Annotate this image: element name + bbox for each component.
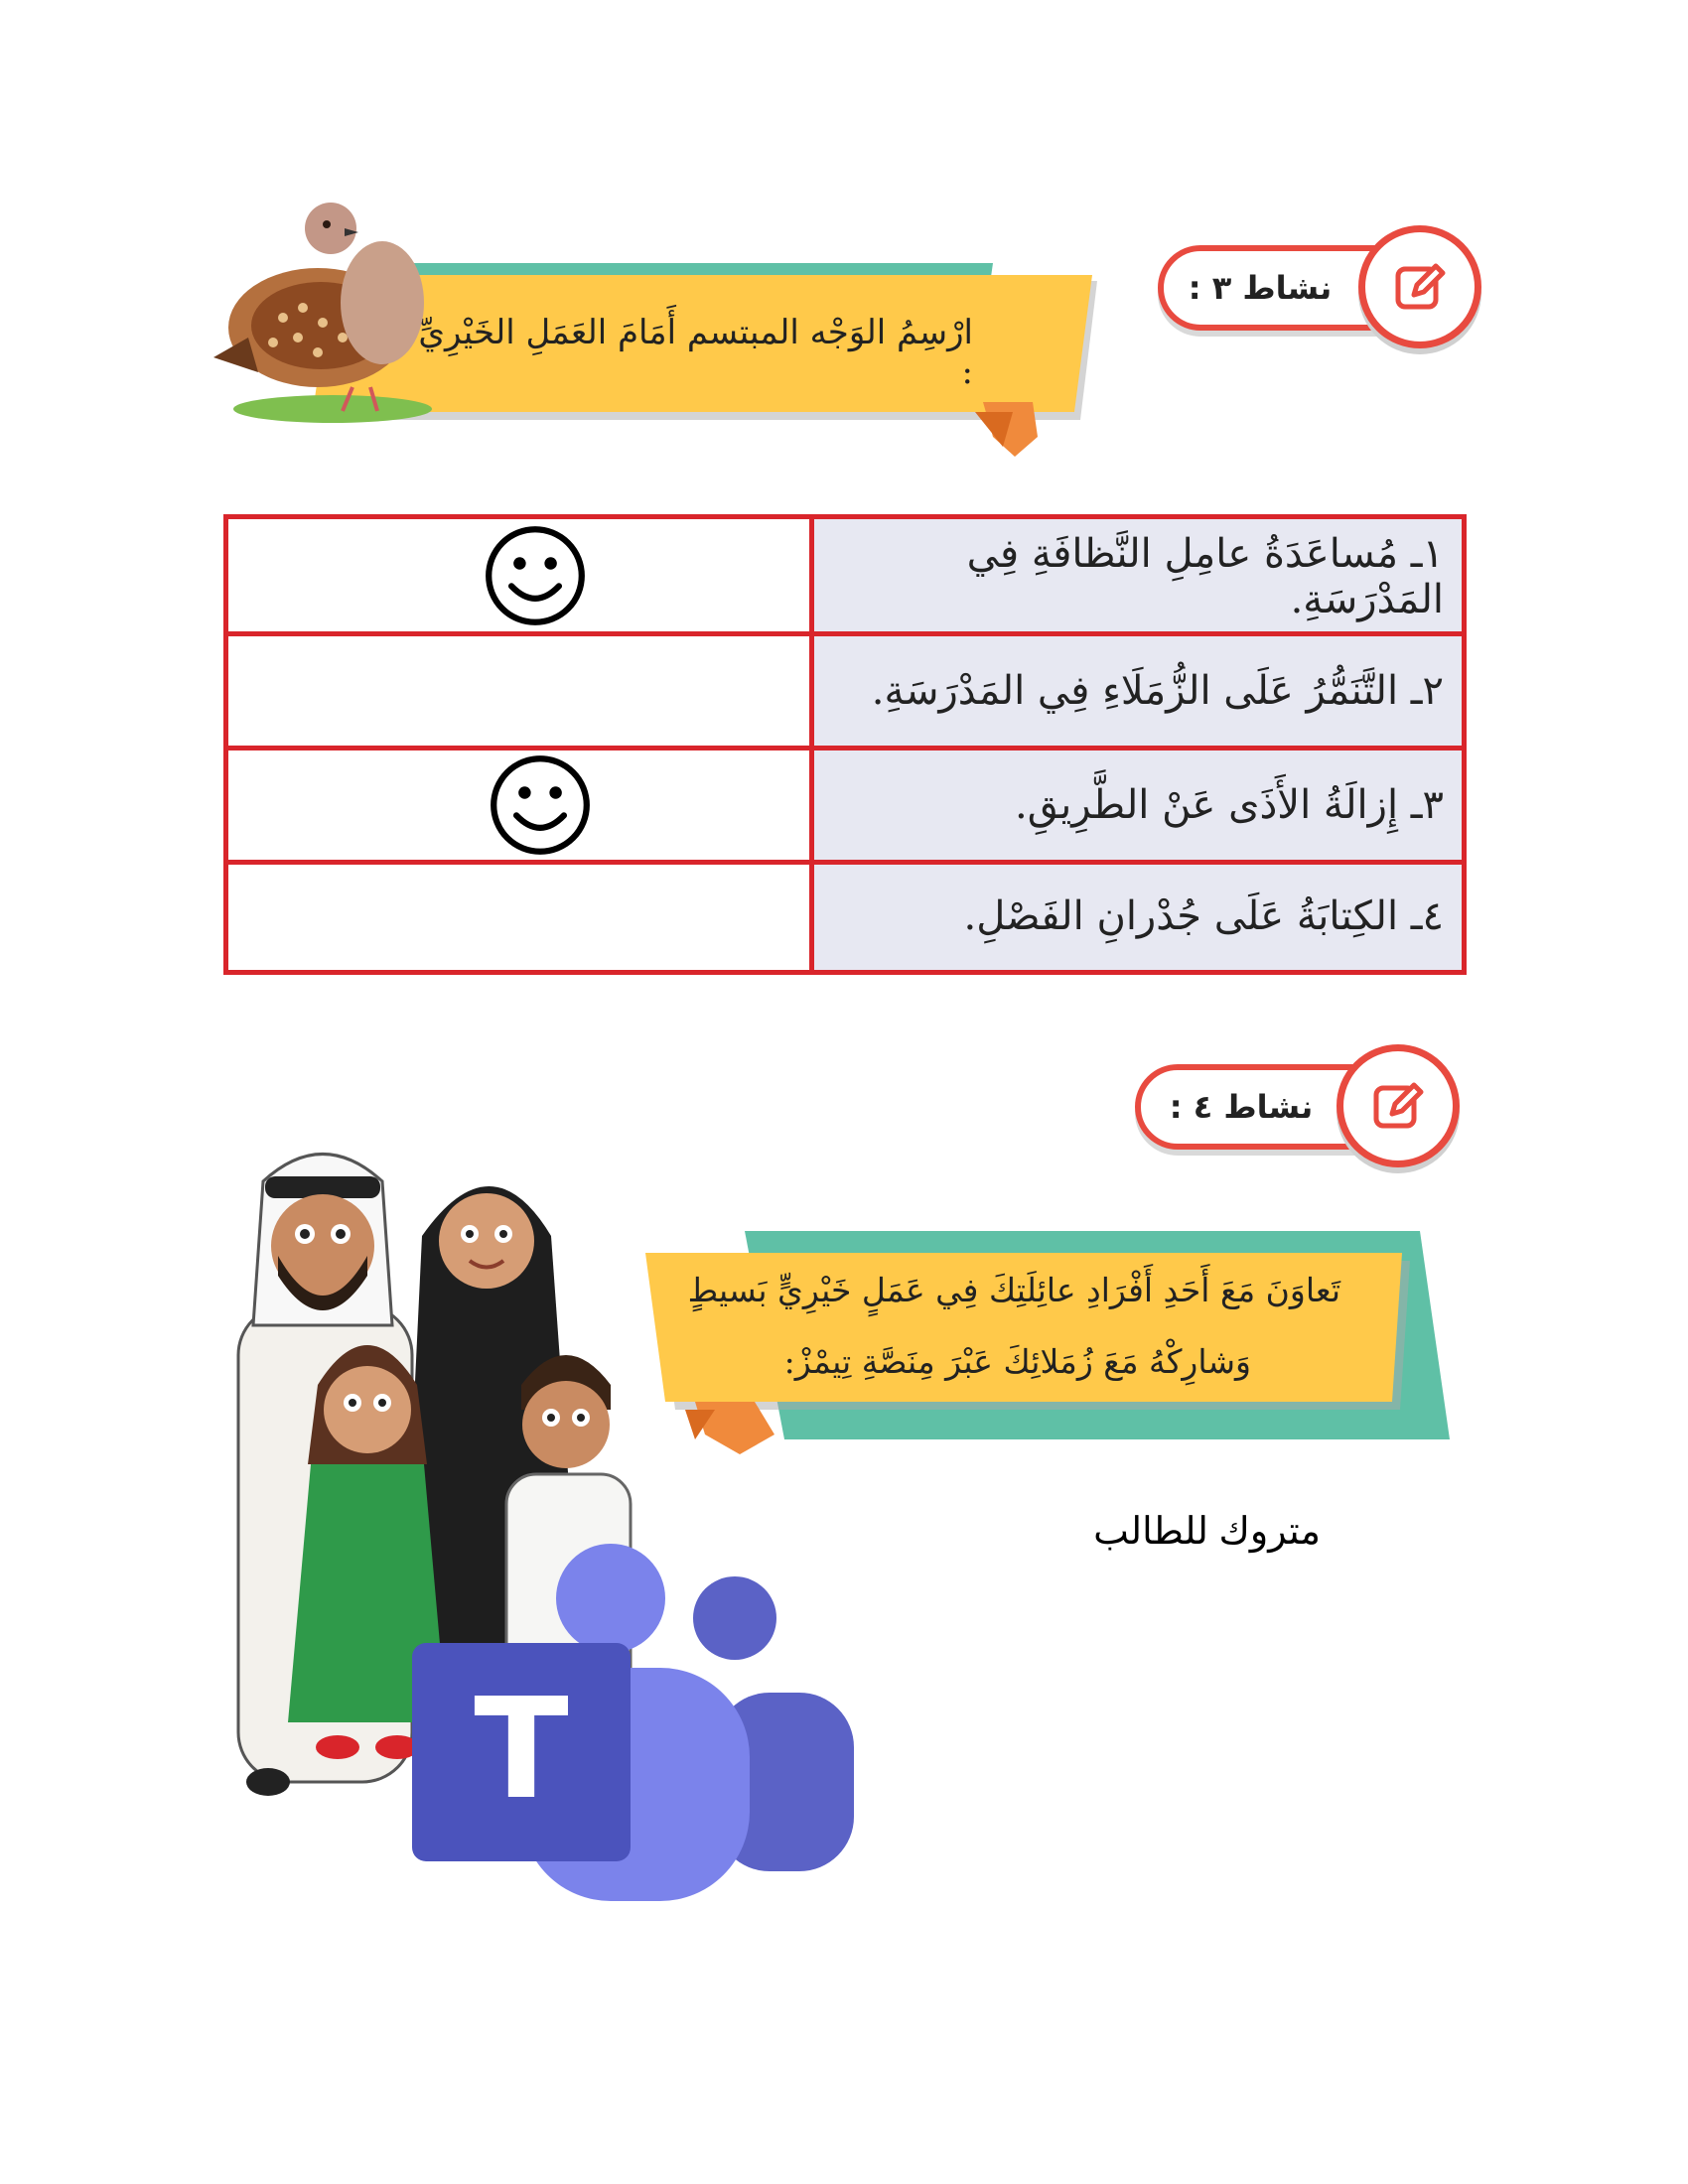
- row4-text: ٤ـ الكِتابَةُ عَلَى جُدْرانِ الفَصْلِ.: [814, 862, 1462, 970]
- student-note: متروك للطالب: [1093, 1511, 1321, 1553]
- answer-cell-4[interactable]: [228, 865, 809, 970]
- row2-text: ٢ـ التَّنَمُّرُ عَلَى الزُّمَلَاءِ فِي المَدْرَسَةِ.: [814, 633, 1462, 748]
- row3-text: ٣ـ إِزالَةُ الأَذَى عَنْ الطَّرِيقِ.: [814, 748, 1462, 862]
- activity3-label: نشاط ٣ :: [1188, 269, 1333, 307]
- activity4-banner: [635, 1221, 1460, 1459]
- smiley-icon: [484, 524, 587, 627]
- edit-icon: [1368, 1076, 1428, 1136]
- row1-text: ١ـ مُساعَدَةُ عامِلِ النَّظافَةِ فِي المَدْرَسَةِ.: [814, 519, 1462, 633]
- activity3-instruction: ارْسِمُ الوَجْه المبتسم أَمَامَ العَمَلِ الخَيْرِيِّ :: [418, 313, 973, 392]
- smiley-icon: [489, 753, 592, 857]
- teams-letter: T: [474, 1669, 569, 1831]
- dove-illustration: [204, 199, 432, 427]
- activity3-edit-badge: [1358, 225, 1481, 348]
- activity4-edit-badge: [1336, 1044, 1460, 1167]
- answer-cell-2[interactable]: [228, 636, 809, 746]
- edit-icon: [1390, 257, 1450, 317]
- activity4-instruction-line1: تَعاوَنَ مَعَ أَحَدِ أَفْرَادِ عائِلَتِكَ فِي عَمَلٍ خَيْرِيٍّ بَسيطٍ: [687, 1271, 1340, 1309]
- activity4-label: نشاط ٤ :: [1169, 1088, 1314, 1126]
- activity4-instruction-line2: وَشارِكْهُ مَعَ زُمَلائِكَ عَبْرَ مِنَصَّةِ تِيمْزْ:: [783, 1342, 1251, 1381]
- activity3-table: [223, 514, 1467, 975]
- teams-logo: [407, 1544, 864, 1911]
